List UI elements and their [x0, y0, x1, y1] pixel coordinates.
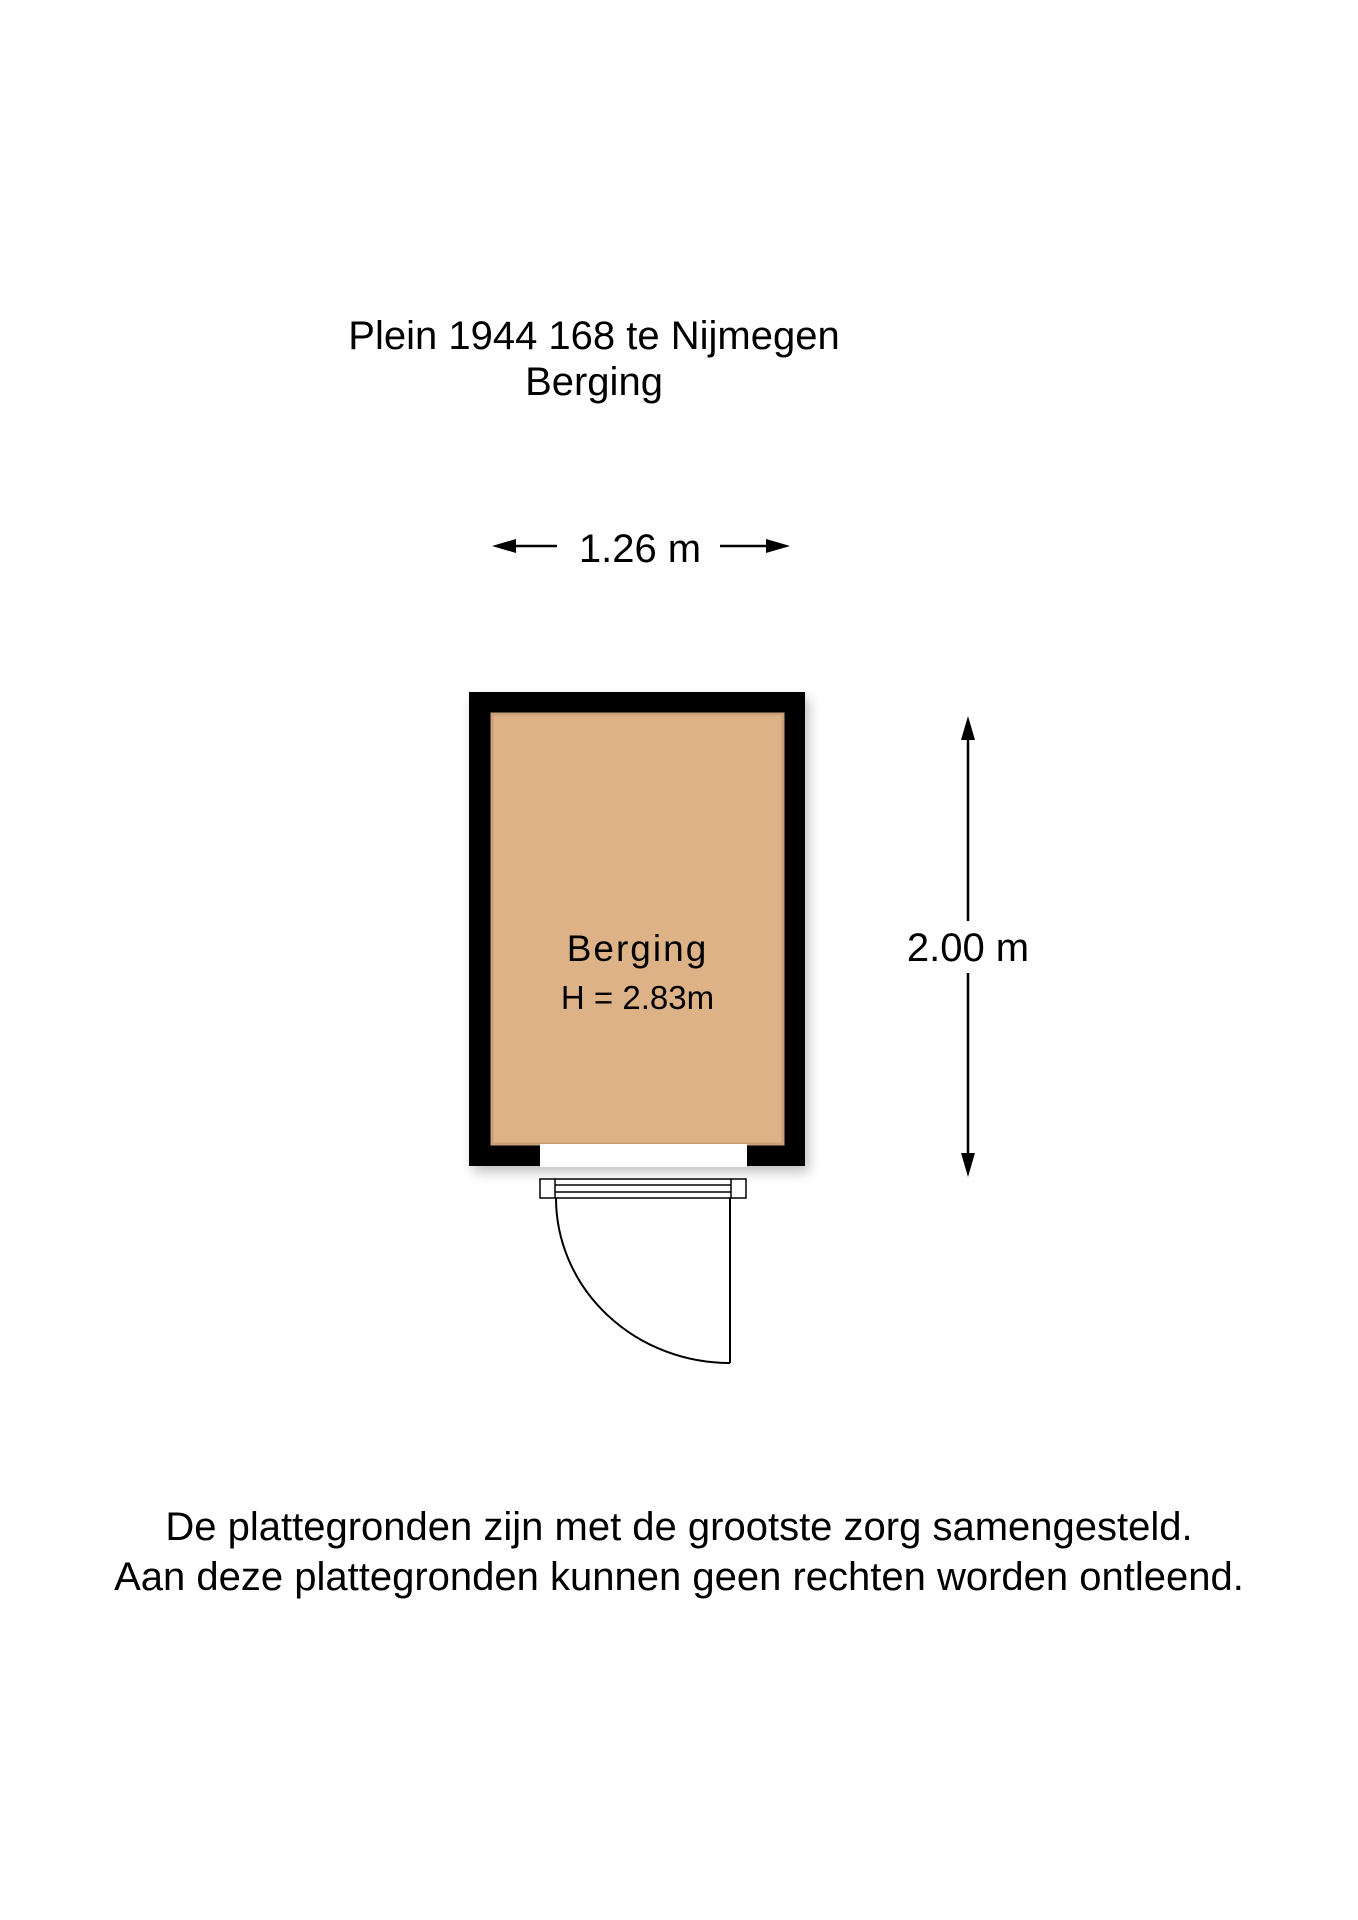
- disclaimer-line-2: Aan deze plattegronden kunnen geen rechten worden ontleend.: [114, 1555, 1244, 1599]
- door-swing-arc: [556, 1198, 730, 1363]
- room-name-label: Berging: [566, 928, 709, 969]
- door: [540, 1144, 747, 1363]
- depth-dimension-label: 2.00 m: [890, 925, 1046, 971]
- address-title: Plein 1944 168 te Nijmegen: [348, 314, 840, 358]
- room-height-label: H = 2.83m: [560, 979, 715, 1016]
- width-dimension-label: 1.26 m: [578, 527, 702, 571]
- floor-title: Berging: [525, 360, 663, 404]
- disclaimer-line-1: De plattegronden zijn met de grootste zorg samengesteld.: [165, 1505, 1193, 1549]
- width-dimension: [490, 520, 790, 580]
- arrow-up-icon: [961, 716, 975, 740]
- arrow-down-icon: [961, 1153, 975, 1177]
